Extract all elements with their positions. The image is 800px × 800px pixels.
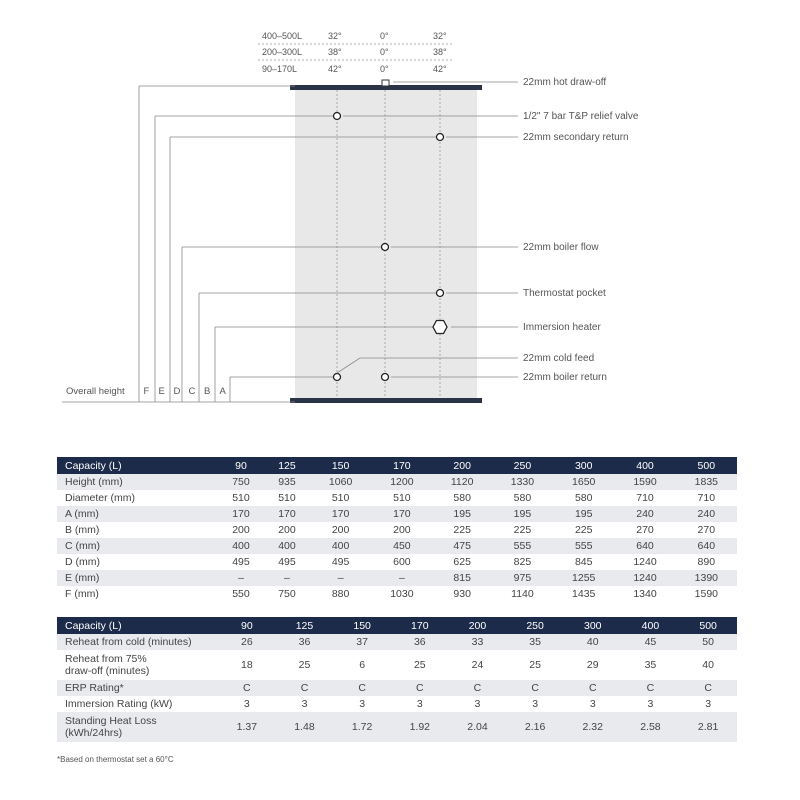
value-cell: 495 [218, 554, 264, 570]
value-cell: 930 [433, 586, 492, 602]
row-label-cell: Height (mm) [57, 474, 218, 490]
value-cell: 29 [564, 650, 622, 680]
value-cell: 580 [553, 490, 614, 506]
cylinder-base [290, 398, 482, 403]
callout-cold-feed: 22mm cold feed [523, 353, 595, 364]
value-cell: 25 [391, 650, 449, 680]
header-cell: 300 [564, 617, 622, 634]
value-cell: 1.48 [276, 712, 334, 742]
value-cell: 1255 [553, 570, 614, 586]
value-cell: 200 [218, 522, 264, 538]
dimensions-table [57, 457, 737, 602]
header-cell: 400 [622, 617, 680, 634]
callout-secondary-return: 22mm secondary return [523, 132, 629, 143]
value-cell: 1200 [371, 474, 432, 490]
value-cell: 24 [449, 650, 507, 680]
value-cell: C [564, 680, 622, 696]
value-cell: 3 [276, 696, 334, 712]
value-cell: 35 [622, 650, 680, 680]
dimension-letter-c: C [188, 386, 196, 397]
row-label-cell: D (mm) [57, 554, 218, 570]
row-label-cell: E (mm) [57, 570, 218, 586]
value-cell: 40 [564, 634, 622, 650]
value-cell: 450 [371, 538, 432, 554]
value-cell: 200 [371, 522, 432, 538]
value-cell: 3 [449, 696, 507, 712]
angle-right-value: 32° [433, 31, 447, 41]
immersion-heater-hexagon [433, 321, 447, 334]
value-cell: 37 [333, 634, 391, 650]
boiler-return-connection [382, 374, 389, 381]
value-cell: 400 [218, 538, 264, 554]
angle-mid-value: 0° [380, 47, 389, 57]
value-cell: 825 [492, 554, 553, 570]
header-cell: 125 [276, 617, 334, 634]
value-cell: 170 [264, 506, 310, 522]
header-cell: Capacity (L) [57, 617, 218, 634]
value-cell: 50 [679, 634, 737, 650]
table-row [57, 680, 737, 696]
value-cell: 510 [218, 490, 264, 506]
angle-right-value: 38° [433, 47, 447, 57]
value-cell: 1590 [614, 474, 675, 490]
value-cell: 975 [492, 570, 553, 586]
header-cell: 200 [449, 617, 507, 634]
value-cell: 195 [553, 506, 614, 522]
performance-header-row [57, 617, 737, 634]
header-cell: 170 [391, 617, 449, 634]
value-cell: 26 [218, 634, 276, 650]
dimension-letter-f: F [143, 386, 150, 397]
header-cell: 300 [553, 457, 614, 474]
cold-feed-connection [334, 374, 341, 381]
value-cell: 1240 [614, 554, 675, 570]
value-cell: 1650 [553, 474, 614, 490]
row-label-cell: Diameter (mm) [57, 490, 218, 506]
angle-left-value: 38° [328, 47, 342, 57]
value-cell: 815 [433, 570, 492, 586]
table-row [57, 538, 737, 554]
value-cell: 1140 [492, 586, 553, 602]
table-row [57, 522, 737, 538]
row-label-cell: Standing Heat Loss (kWh/24hrs) [57, 712, 218, 742]
value-cell: C [391, 680, 449, 696]
header-cell: 125 [264, 457, 310, 474]
value-cell: 2.04 [449, 712, 507, 742]
callout-hot-draw-off: 22mm hot draw-off [523, 77, 607, 88]
value-cell: 625 [433, 554, 492, 570]
table-row [57, 490, 737, 506]
value-cell: 1835 [676, 474, 737, 490]
relief-valve-connection [334, 113, 341, 120]
value-cell: 33 [449, 634, 507, 650]
value-cell: 6 [333, 650, 391, 680]
angle-left-value: 32° [328, 31, 342, 41]
value-cell: 225 [553, 522, 614, 538]
value-cell: 1240 [614, 570, 675, 586]
value-cell: 225 [492, 522, 553, 538]
table-row [57, 586, 737, 602]
value-cell: 1.92 [391, 712, 449, 742]
value-cell: 1340 [614, 586, 675, 602]
value-cell: 3 [218, 696, 276, 712]
table-row [57, 506, 737, 522]
value-cell: 400 [310, 538, 371, 554]
value-cell: 2.58 [622, 712, 680, 742]
overall-height-label: Overall height [66, 386, 125, 397]
angle-right-value: 42° [433, 64, 447, 74]
row-label-cell: ERP Rating* [57, 680, 218, 696]
value-cell: 580 [492, 490, 553, 506]
header-cell: 150 [310, 457, 371, 474]
dimension-letter-b: B [204, 386, 211, 397]
performance-table [57, 617, 737, 742]
value-cell: 45 [622, 634, 680, 650]
value-cell: 710 [676, 490, 737, 506]
value-cell: 495 [264, 554, 310, 570]
value-cell: 200 [310, 522, 371, 538]
value-cell: C [506, 680, 564, 696]
value-cell: 270 [676, 522, 737, 538]
value-cell: 1.72 [333, 712, 391, 742]
thermostat-pocket-connection [437, 290, 444, 297]
height-labels [66, 386, 227, 397]
callout-relief-valve: 1/2" 7 bar T&P relief valve [523, 111, 639, 122]
value-cell: 1435 [553, 586, 614, 602]
value-cell: 550 [218, 586, 264, 602]
table-row [57, 474, 737, 490]
angle-mid-value: 0° [380, 64, 389, 74]
value-cell: 2.16 [506, 712, 564, 742]
header-cell: 250 [506, 617, 564, 634]
angle-mid-value: 0° [380, 31, 389, 41]
value-cell: 18 [218, 650, 276, 680]
table-row [57, 696, 737, 712]
header-cell: 150 [333, 617, 391, 634]
value-cell: 475 [433, 538, 492, 554]
header-cell: 90 [218, 457, 264, 474]
header-cell: 400 [614, 457, 675, 474]
value-cell: 1390 [676, 570, 737, 586]
value-cell: C [333, 680, 391, 696]
value-cell: 3 [679, 696, 737, 712]
value-cell: 270 [614, 522, 675, 538]
value-cell: 880 [310, 586, 371, 602]
value-cell: – [310, 570, 371, 586]
value-cell: 1.37 [218, 712, 276, 742]
value-cell: 710 [614, 490, 675, 506]
value-cell: C [449, 680, 507, 696]
footnote: *Based on thermostat set a 60°C [57, 755, 174, 764]
value-cell: – [264, 570, 310, 586]
header-cell: Capacity (L) [57, 457, 218, 474]
value-cell: 750 [264, 586, 310, 602]
value-cell: 580 [433, 490, 492, 506]
value-cell: 845 [553, 554, 614, 570]
value-cell: 40 [679, 650, 737, 680]
row-label-cell: F (mm) [57, 586, 218, 602]
table-row [57, 650, 737, 680]
row-label-cell: Immersion Rating (kW) [57, 696, 218, 712]
dimension-letter-e: E [158, 386, 165, 397]
value-cell: C [622, 680, 680, 696]
callout-boiler-return: 22mm boiler return [523, 372, 607, 383]
value-cell: C [276, 680, 334, 696]
value-cell: 3 [333, 696, 391, 712]
value-cell: 1120 [433, 474, 492, 490]
row-label-cell: Reheat from cold (minutes) [57, 634, 218, 650]
value-cell: 36 [391, 634, 449, 650]
value-cell: 1590 [676, 586, 737, 602]
value-cell: 3 [391, 696, 449, 712]
row-label-cell: C (mm) [57, 538, 218, 554]
angle-left-value: 42° [328, 64, 342, 74]
value-cell: 890 [676, 554, 737, 570]
table-row [57, 554, 737, 570]
value-cell: 225 [433, 522, 492, 538]
value-cell: 3 [506, 696, 564, 712]
value-cell: 200 [264, 522, 310, 538]
value-cell: 555 [553, 538, 614, 554]
header-cell: 200 [433, 457, 492, 474]
dimensions-header-row [57, 457, 737, 474]
value-cell: 1060 [310, 474, 371, 490]
value-cell: 555 [492, 538, 553, 554]
callout-immersion-heater: Immersion heater [523, 322, 601, 333]
value-cell: 750 [218, 474, 264, 490]
value-cell: 495 [310, 554, 371, 570]
angle-table [258, 31, 452, 74]
value-cell: C [218, 680, 276, 696]
value-cell: 640 [614, 538, 675, 554]
value-cell: 170 [310, 506, 371, 522]
value-cell: 640 [676, 538, 737, 554]
header-cell: 500 [676, 457, 737, 474]
value-cell: 240 [676, 506, 737, 522]
callout-labels [523, 77, 639, 383]
value-cell: 2.81 [679, 712, 737, 742]
value-cell: 195 [492, 506, 553, 522]
angle-range-label: 200–300L [262, 47, 303, 57]
header-cell: 90 [218, 617, 276, 634]
row-label-cell: B (mm) [57, 522, 218, 538]
table-row [57, 712, 737, 742]
value-cell: 170 [371, 506, 432, 522]
value-cell: 510 [264, 490, 310, 506]
boiler-flow-connection [382, 244, 389, 251]
value-cell: 2.32 [564, 712, 622, 742]
value-cell: 510 [371, 490, 432, 506]
table-row [57, 634, 737, 650]
row-label-cell: A (mm) [57, 506, 218, 522]
value-cell: 510 [310, 490, 371, 506]
value-cell: 935 [264, 474, 310, 490]
value-cell: 1330 [492, 474, 553, 490]
hot-draw-off-port [382, 80, 389, 86]
row-label-cell: Reheat from 75% draw-off (minutes) [57, 650, 218, 680]
value-cell: 400 [264, 538, 310, 554]
value-cell: 35 [506, 634, 564, 650]
table-row [57, 570, 737, 586]
value-cell: 600 [371, 554, 432, 570]
value-cell: 195 [433, 506, 492, 522]
angle-range-label: 90–170L [262, 64, 298, 74]
value-cell: 25 [506, 650, 564, 680]
header-cell: 250 [492, 457, 553, 474]
header-cell: 500 [679, 617, 737, 634]
value-cell: C [679, 680, 737, 696]
value-cell: 240 [614, 506, 675, 522]
value-cell: 170 [218, 506, 264, 522]
callout-thermostat-pocket: Thermostat pocket [523, 288, 606, 299]
value-cell: – [218, 570, 264, 586]
value-cell: – [371, 570, 432, 586]
dimension-letter-a: A [219, 386, 226, 397]
value-cell: 25 [276, 650, 334, 680]
secondary-return-connection [437, 134, 444, 141]
callout-boiler-flow: 22mm boiler flow [523, 242, 599, 253]
value-cell: 3 [622, 696, 680, 712]
value-cell: 36 [276, 634, 334, 650]
dimension-letter-d: D [173, 386, 181, 397]
angle-range-label: 400–500L [262, 31, 303, 41]
value-cell: 1030 [371, 586, 432, 602]
header-cell: 170 [371, 457, 432, 474]
value-cell: 3 [564, 696, 622, 712]
